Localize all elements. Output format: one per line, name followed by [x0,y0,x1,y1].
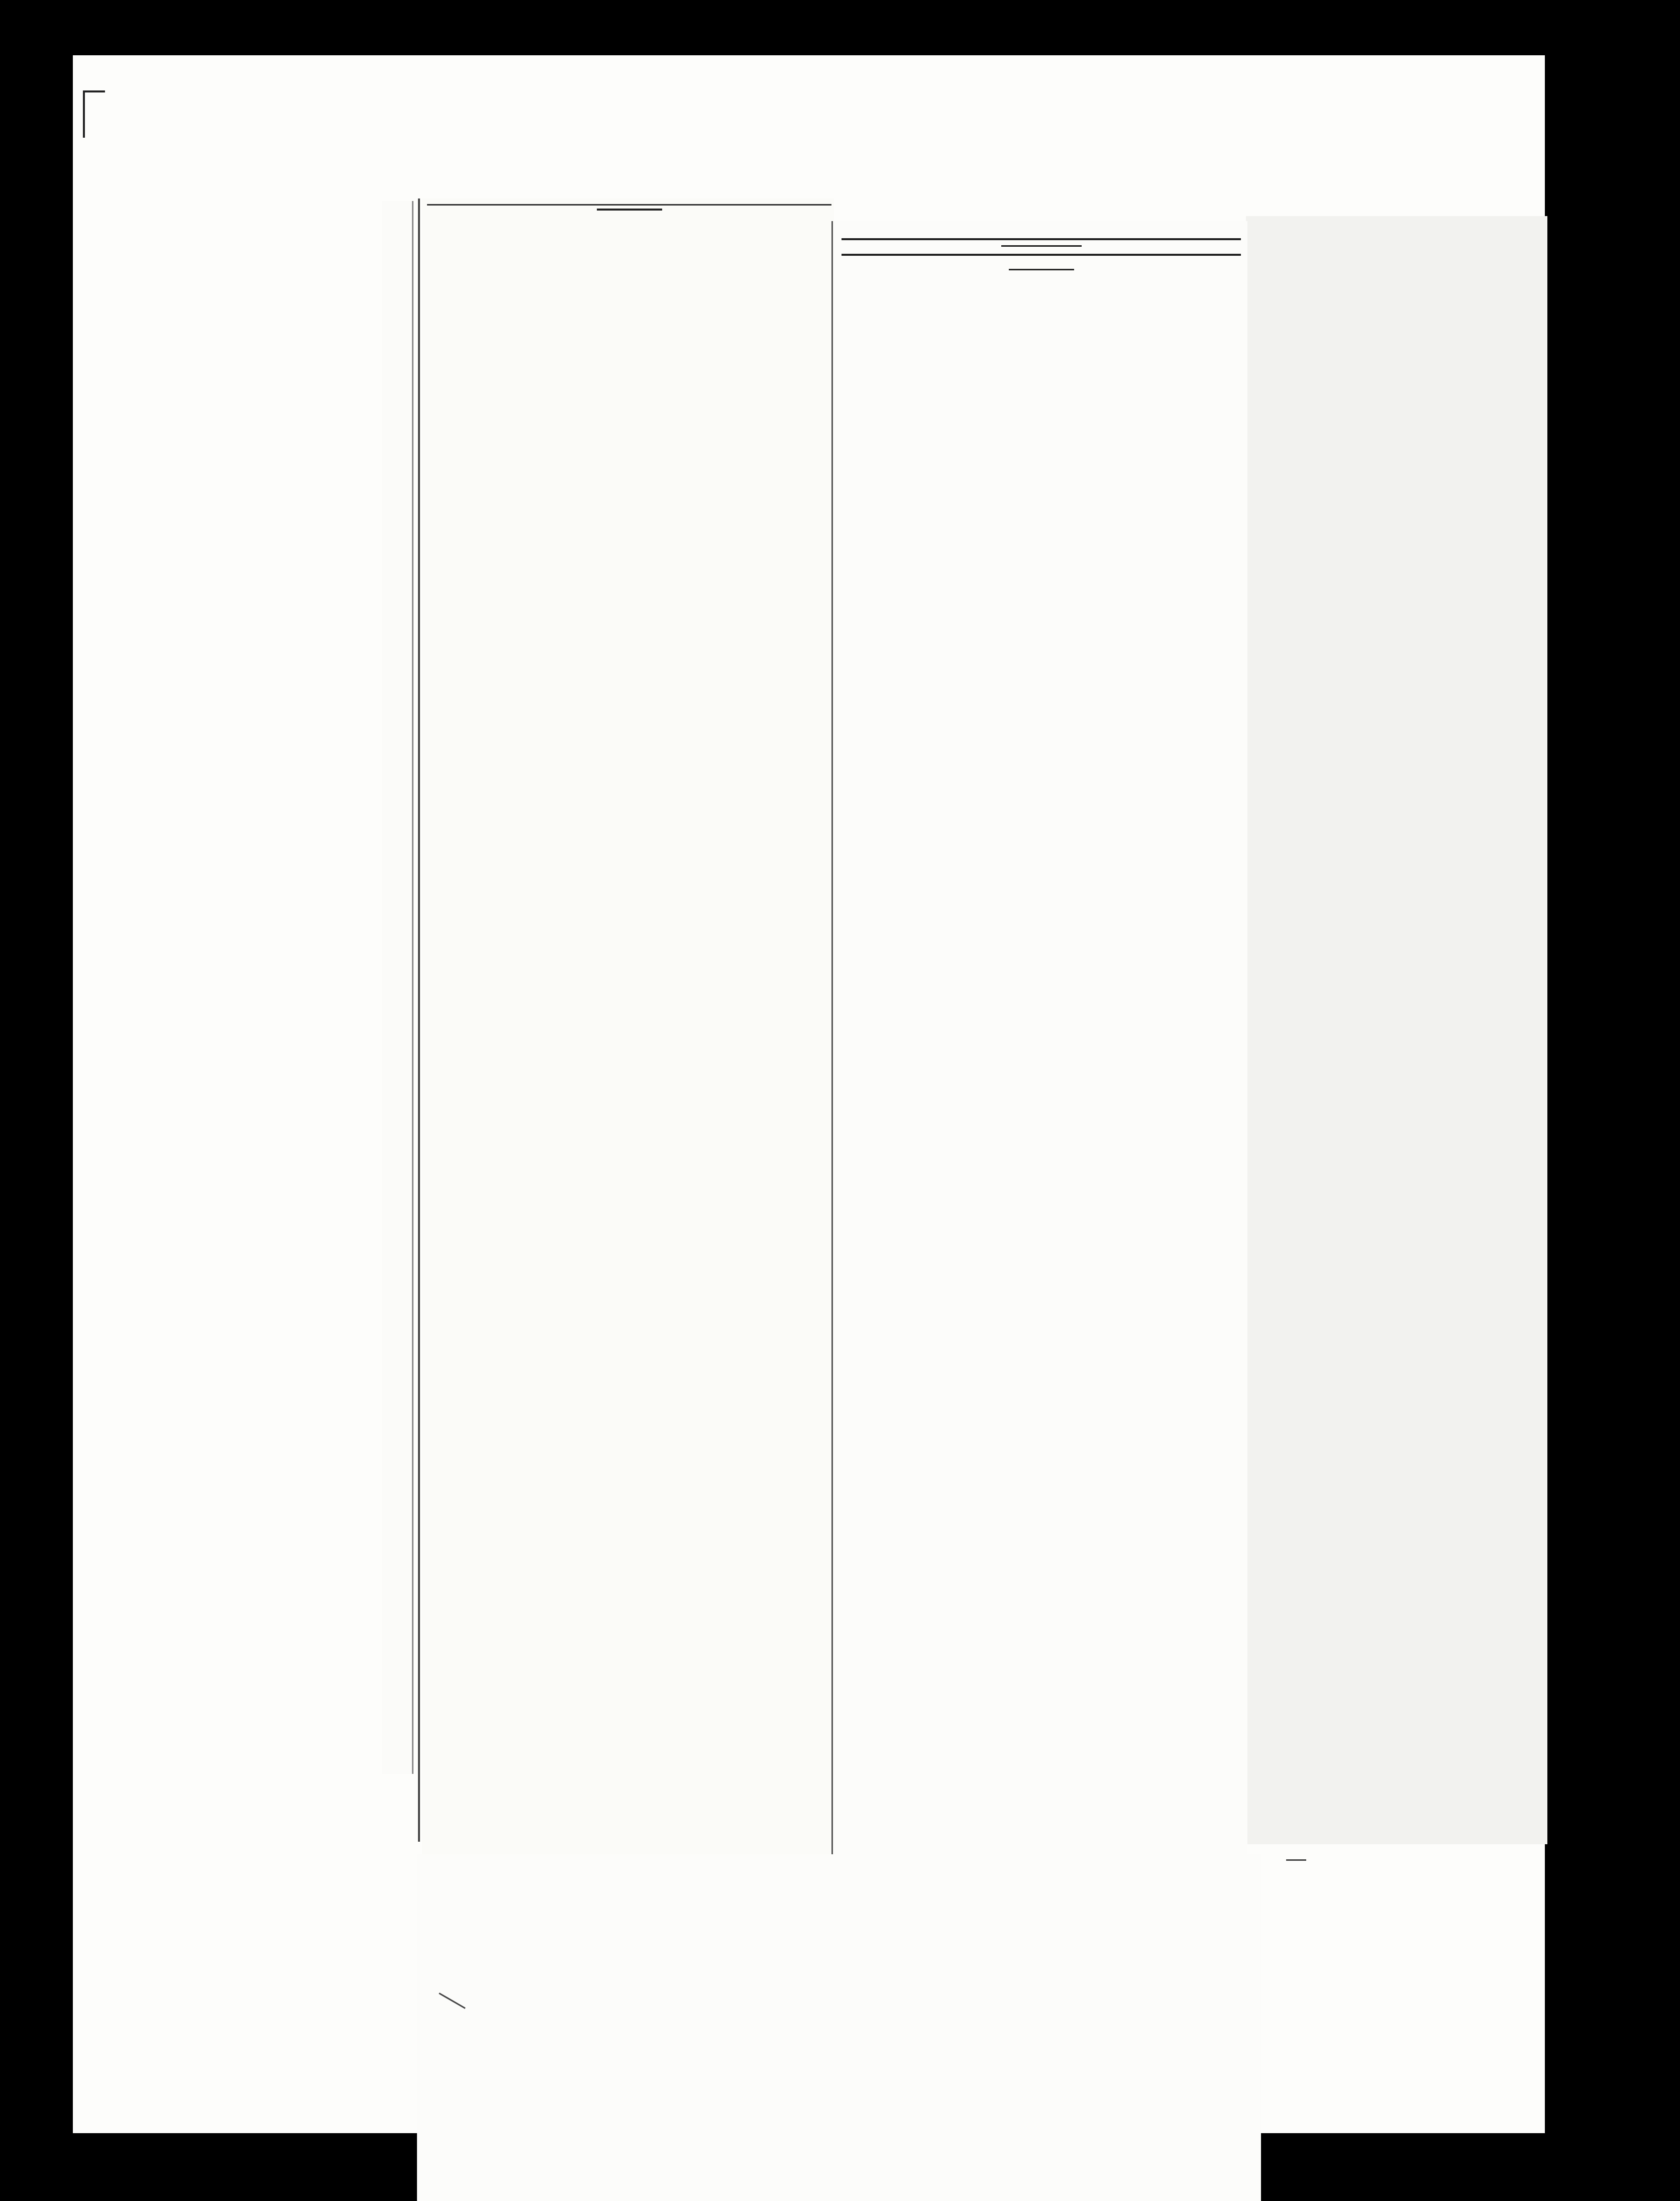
rule [842,254,1241,256]
title-rule [597,209,662,211]
paper-mark [1286,1859,1306,1861]
teatri-column [427,200,831,217]
clipping-right-column [831,221,1247,1874]
section-rule [427,204,831,206]
torn-margin-strip [382,201,413,1774]
background-paper [1246,216,1547,1844]
rule [842,238,1241,240]
corner-bracket [83,90,105,138]
rule [1009,269,1074,270]
rule [1001,245,1082,247]
right-column [842,231,1241,272]
clipping-footer [417,1854,1261,2201]
archive-header [133,93,261,130]
clipping-left-column [422,198,834,1867]
column-divider [418,198,420,1842]
